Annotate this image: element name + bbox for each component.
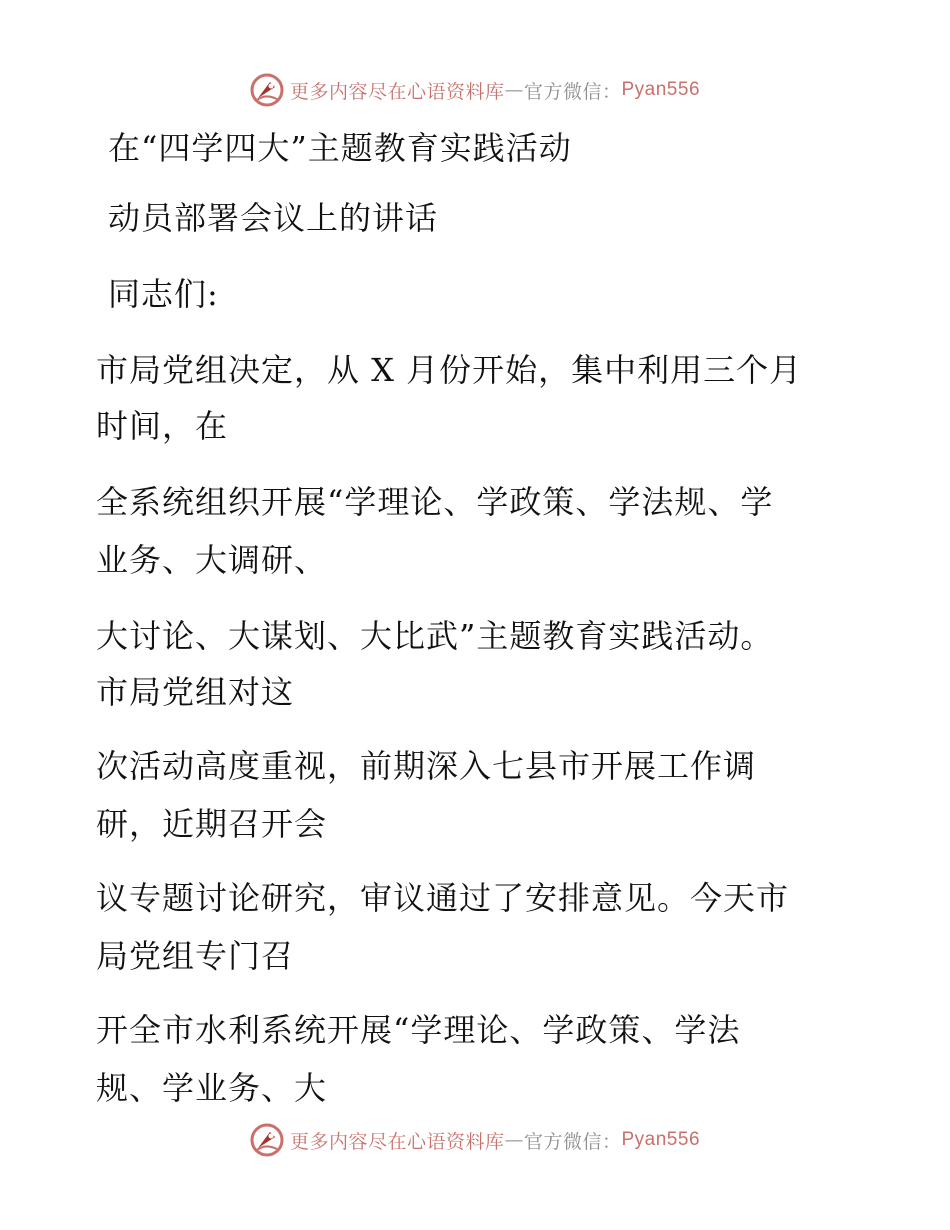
paragraph-line: 开全市水利系统开展“学理论、学政策、学法	[96, 1011, 741, 1049]
paragraph-line: 大讨论、大谋划、大比武”主题教育实践活动。	[96, 617, 774, 655]
watermark-main-text: 更多内容尽在心语资料库	[289, 1130, 505, 1153]
paragraph-line: 时间，在	[96, 407, 229, 445]
pen-nib-logo-icon	[250, 1123, 284, 1157]
watermark-main-text: 更多内容尽在心语资料库	[289, 80, 505, 103]
watermark-wechat-id: Pyan556	[621, 79, 701, 100]
speech-title-line-2: 动员部署会议上的讲话	[108, 199, 439, 237]
speech-title-line-1: 在“四学四大”主题教育实践活动	[108, 129, 572, 167]
header-watermark	[0, 70, 950, 110]
paragraph-line: 研，近期召开会	[96, 805, 328, 843]
paragraph-line: 议专题讨论研究，审议通过了安排意见。今天市	[96, 879, 790, 917]
watermark-official-label: 官方微信：	[523, 80, 622, 103]
pen-nib-logo-icon	[250, 73, 284, 107]
paragraph-line: 市局党组决定，从 X 月份开始，集中利用三个月	[96, 351, 803, 389]
paragraph-line: 全系统组织开展“学理论、学政策、学法规、学	[96, 483, 774, 521]
salutation: 同志们:	[108, 275, 219, 313]
paragraph-line: 业务、大调研、	[96, 541, 328, 579]
paragraph-line: 市局党组对这	[96, 673, 295, 711]
footer-watermark	[0, 1120, 950, 1160]
paragraph-line: 局党组专门召	[96, 937, 295, 975]
watermark-official-label: 官方微信：	[523, 1130, 622, 1153]
watermark-separator: —	[504, 1129, 524, 1151]
paragraph-line: 规、学业务、大	[96, 1069, 328, 1107]
watermark-separator: —	[504, 79, 524, 101]
watermark-wechat-id: Pyan556	[621, 1129, 701, 1150]
paragraph-line: 次活动高度重视，前期深入七县市开展工作调	[96, 747, 757, 785]
